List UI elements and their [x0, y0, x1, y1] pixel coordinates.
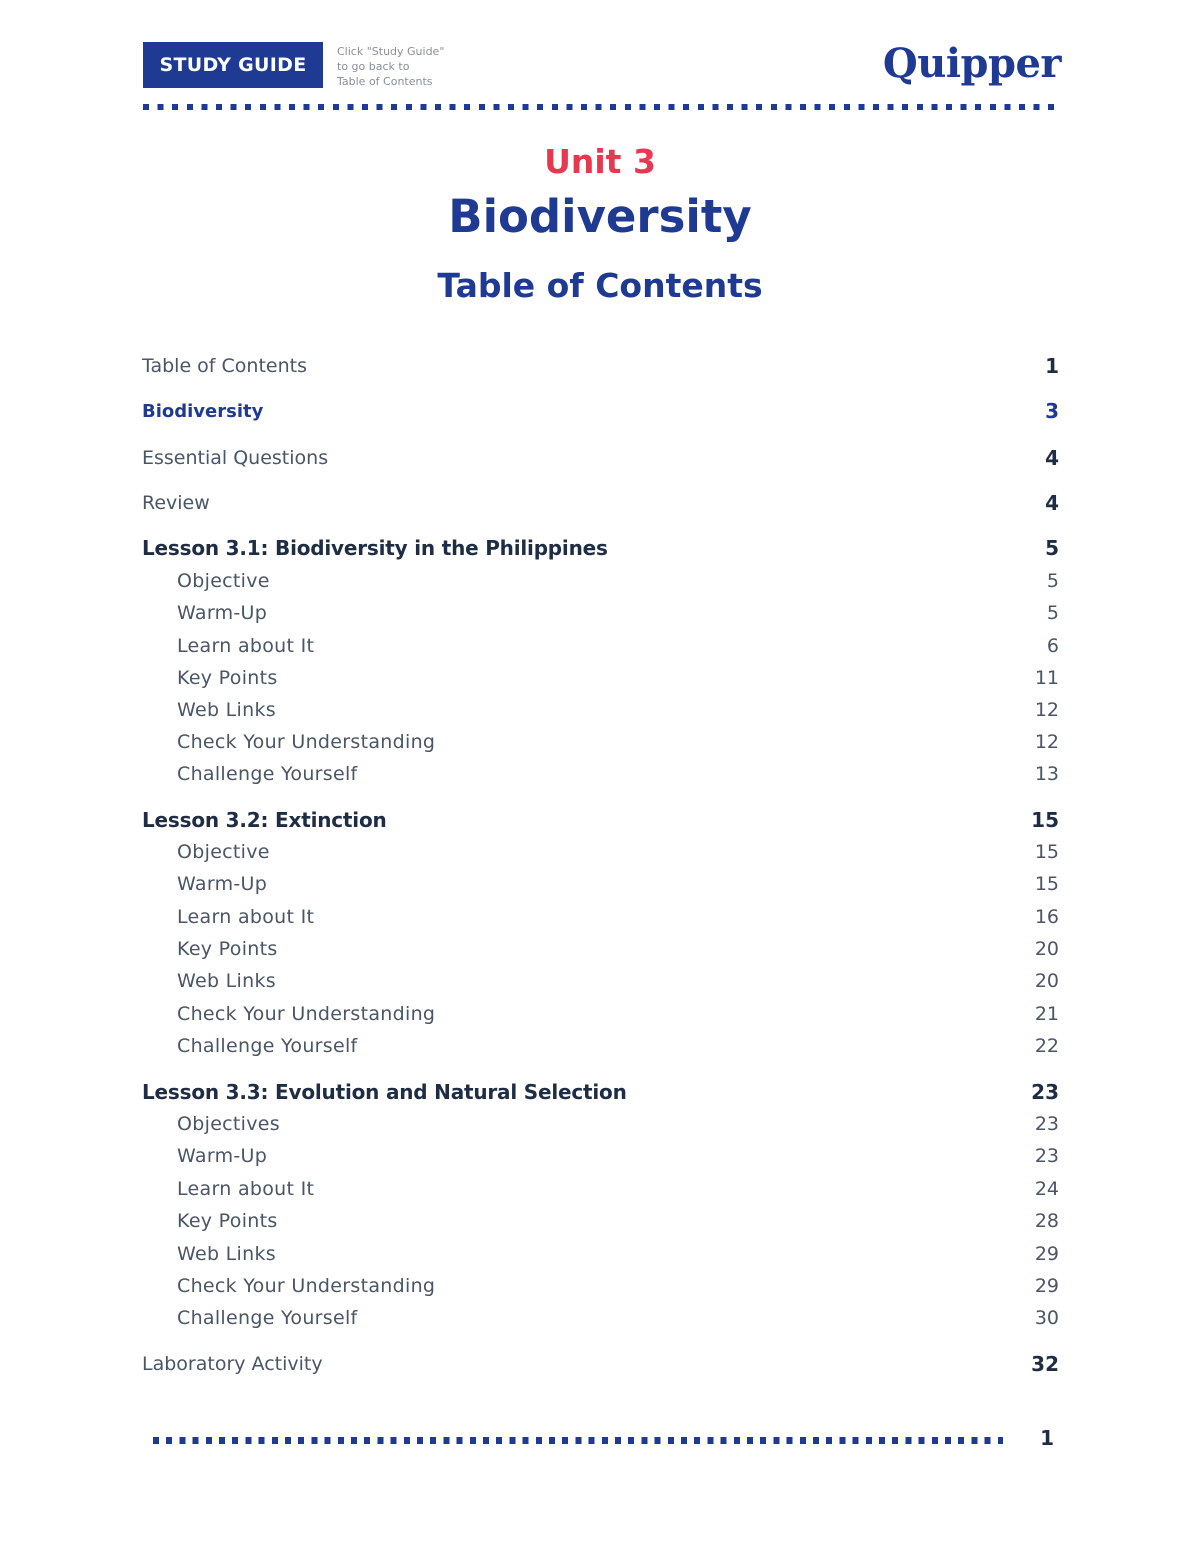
toc-entry[interactable]: [142, 695, 1059, 725]
toc-entry[interactable]: [142, 1031, 1059, 1061]
toc-entry-label: Objective: [177, 570, 270, 592]
toc-entry[interactable]: [142, 1303, 1059, 1333]
toc-entry[interactable]: [142, 759, 1059, 789]
toc-entry[interactable]: [142, 1141, 1059, 1171]
toc-entry[interactable]: [142, 443, 1059, 473]
toc-entry[interactable]: [142, 1271, 1059, 1301]
toc-entry-label: Warm-Up: [177, 602, 268, 624]
toc-entry-label: Objective: [177, 841, 270, 863]
toc-entry-label: Lesson 3.3: Evolution and Natural Selection: [142, 1080, 627, 1104]
toc-entry-page: 23: [1034, 1145, 1059, 1167]
toc-entry-label: Web Links: [177, 970, 276, 992]
toc-entry-label: Laboratory Activity: [142, 1353, 323, 1375]
toc-entry[interactable]: [142, 902, 1059, 932]
toc-entry[interactable]: [142, 1349, 1059, 1379]
toc-entry-page: 5: [1046, 570, 1059, 592]
toc-entry-page: 29: [1034, 1275, 1059, 1297]
toc-entry-label: Review: [142, 492, 210, 514]
toc-entry-page: 1: [1045, 354, 1059, 378]
toc-entry-label: Learn about It: [177, 906, 315, 928]
toc-entry-page: 30: [1034, 1307, 1059, 1329]
toc-entry[interactable]: [142, 1206, 1059, 1236]
toc-entry-page: 23: [1034, 1113, 1059, 1135]
toc-entry[interactable]: [142, 396, 1059, 426]
toc-entry-page: 12: [1034, 699, 1059, 721]
page-header: [143, 42, 1061, 92]
toc-entry-label: Essential Questions: [142, 447, 329, 469]
unit-title: Unit 3: [544, 142, 656, 181]
toc-entry[interactable]: [142, 837, 1059, 867]
toc-entry-label: Biodiversity: [142, 400, 264, 422]
toc-entry-page: 23: [1031, 1080, 1059, 1104]
toc-entry-page: 28: [1034, 1210, 1059, 1232]
toc-entry-page: 12: [1034, 731, 1059, 753]
page-title: Biodiversity: [448, 190, 752, 243]
toc-entry-page: 3: [1045, 399, 1059, 423]
toc-entry-label: Web Links: [177, 1243, 276, 1265]
hint-line: to go back to: [337, 60, 410, 73]
toc-entry-page: 21: [1034, 1003, 1059, 1025]
toc-entry-page: 20: [1034, 938, 1059, 960]
toc-entry[interactable]: [142, 1077, 1059, 1107]
toc-entry-page: 4: [1045, 491, 1059, 515]
toc-entry-label: Lesson 3.2: Extinction: [142, 808, 387, 832]
toc-entry[interactable]: [142, 999, 1059, 1029]
toc-entry-page: 29: [1034, 1243, 1059, 1265]
toc-entry[interactable]: [142, 966, 1059, 996]
toc-entry-label: Challenge Yourself: [177, 763, 358, 785]
toc-entry-label: Key Points: [177, 938, 278, 960]
toc-entry-page: 5: [1045, 536, 1059, 560]
quipper-logo: Quipper: [882, 40, 1061, 87]
toc-entry-page: 22: [1034, 1035, 1059, 1057]
toc-heading: Table of Contents: [437, 266, 763, 305]
toc-entry-label: Key Points: [177, 667, 278, 689]
toc-entry-label: Learn about It: [177, 635, 315, 657]
toc-entry[interactable]: [142, 727, 1059, 757]
toc-entry-label: Key Points: [177, 1210, 278, 1232]
hint-line: Table of Contents: [337, 75, 433, 88]
toc-entry-page: 6: [1046, 635, 1059, 657]
page-number: 1: [1040, 1426, 1054, 1450]
toc-entry-page: 15: [1031, 808, 1059, 832]
toc-entry[interactable]: [142, 805, 1059, 835]
toc-entry-page: 15: [1034, 873, 1059, 895]
toc-entry[interactable]: [142, 1109, 1059, 1139]
study-guide-button[interactable]: STUDY GUIDE: [143, 42, 323, 88]
toc-entry-page: 15: [1034, 841, 1059, 863]
toc-entry[interactable]: [142, 1239, 1059, 1269]
toc-entry[interactable]: [142, 1174, 1059, 1204]
toc-entry[interactable]: [142, 934, 1059, 964]
toc-entry[interactable]: [142, 488, 1059, 518]
footer-dotted-divider: [153, 1437, 1003, 1444]
toc-entry[interactable]: [142, 869, 1059, 899]
toc-entry-label: Warm-Up: [177, 873, 268, 895]
toc-entry-page: 11: [1034, 667, 1059, 689]
header-dotted-divider: [143, 104, 1061, 110]
toc-entry-label: Check Your Understanding: [177, 1275, 436, 1297]
toc-entry-page: 5: [1046, 602, 1059, 624]
toc-entry-label: Warm-Up: [177, 1145, 268, 1167]
toc-entry[interactable]: [142, 566, 1059, 596]
toc-entry-label: Check Your Understanding: [177, 1003, 436, 1025]
toc-entry-page: 13: [1034, 763, 1059, 785]
toc-entry-page: 32: [1031, 1352, 1059, 1376]
toc-entry-label: Challenge Yourself: [177, 1035, 358, 1057]
toc-entry-page: 24: [1034, 1178, 1059, 1200]
toc-entry[interactable]: [142, 631, 1059, 661]
hint-line: Click "Study Guide": [337, 45, 445, 58]
toc-entry-label: Objectives: [177, 1113, 280, 1135]
toc-entry[interactable]: [142, 663, 1059, 693]
study-guide-hint: [337, 44, 444, 89]
toc-entry-page: 20: [1034, 970, 1059, 992]
toc-entry-page: 4: [1045, 446, 1059, 470]
toc-entry-label: Check Your Understanding: [177, 731, 436, 753]
toc-entry-label: Web Links: [177, 699, 276, 721]
toc-entry-page: 16: [1034, 906, 1059, 928]
toc-entry[interactable]: [142, 533, 1059, 563]
toc-entry-label: Table of Contents: [142, 355, 307, 377]
toc-entry[interactable]: [142, 351, 1059, 381]
toc-entry-label: Challenge Yourself: [177, 1307, 358, 1329]
toc-entry-label: Learn about It: [177, 1178, 315, 1200]
toc-entry[interactable]: [142, 598, 1059, 628]
toc-entry-label: Lesson 3.1: Biodiversity in the Philippines: [142, 536, 608, 560]
